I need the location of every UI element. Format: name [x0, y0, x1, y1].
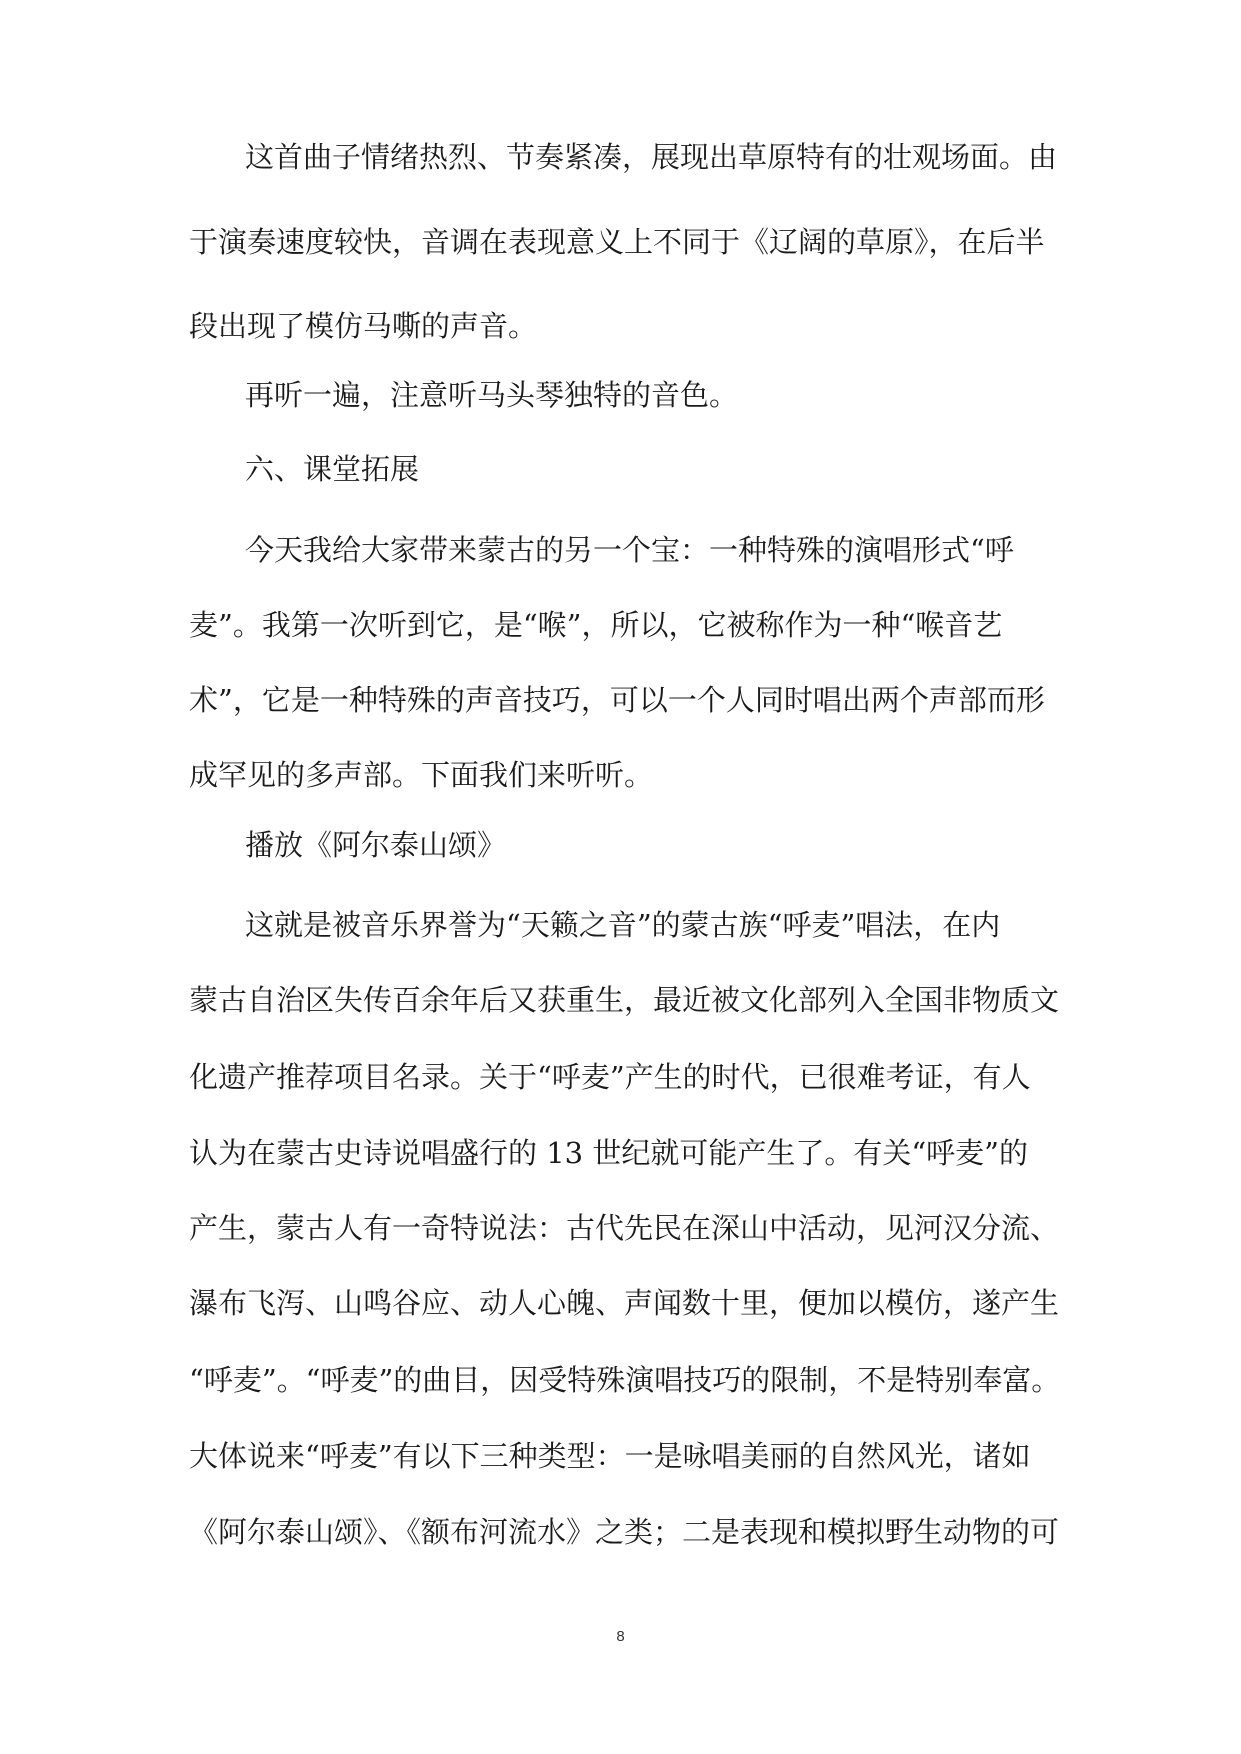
- text-line: 认为在蒙古史诗说唱盛行的 13 世纪就可能产生了。有关“呼麦”的: [189, 1136, 1028, 1170]
- page-number: 8: [616, 1628, 625, 1645]
- text-line: 成罕见的多声部。下面我们来听听。: [189, 758, 654, 792]
- text-line: 术”，它是一种特殊的声音技巧，可以一个人同时唱出两个声部而形: [189, 683, 1045, 717]
- text-line: 这就是被音乐界誉为“天籁之音”的蒙古族“呼麦”唱法，在内: [245, 908, 1001, 942]
- text-line: 化遗产推荐项目名录。关于“呼麦”产生的时代，已很难考证，有人: [189, 1060, 1031, 1094]
- text-line: 再听一遍，注意听马头琴独特的音色。: [245, 378, 739, 412]
- text-line: 瀑布飞泻、山鸣谷应、动人心魄、声闻数十里，便加以模仿，遂产生: [189, 1286, 1060, 1320]
- text-line: 麦”。我第一次听到它，是“喉”，所以，它被称作为一种“喉音艺: [189, 608, 1003, 642]
- text-line: 于演奏速度较快，音调在表现意义上不同于《辽阔的草原》，在后半: [189, 225, 1045, 259]
- text-line: 播放《阿尔泰山颂》: [245, 828, 507, 862]
- text-line: 今天我给大家带来蒙古的另一个宝：一种特殊的演唱形式“呼: [245, 533, 1014, 567]
- section-heading: 六、课堂拓展: [245, 452, 420, 486]
- text-line: 段出现了模仿马嘶的声音。: [189, 309, 538, 343]
- text-line: “呼麦”。“呼麦”的曲目，因受特殊演唱技巧的限制，不是特别奉富。: [189, 1363, 1061, 1397]
- text-line: 蒙古自治区失传百余年后又获重生，最近被文化部列入全国非物质文: [189, 983, 1060, 1017]
- text-line: 大体说来“呼麦”有以下三种类型：一是咏唱美丽的自然风光，诸如: [189, 1439, 1031, 1473]
- text-line: 《阿尔泰山颂》、《额布河流水》之类；二是表现和模拟野生动物的可: [189, 1515, 1060, 1549]
- text-line: 产生，蒙古人有一奇特说法：古代先民在深山中活动，见河汉分流、: [189, 1211, 1060, 1245]
- text-line: 这首曲子情绪热烈、节奏紧凑，展现出草原特有的壮观场面。由: [245, 140, 1058, 174]
